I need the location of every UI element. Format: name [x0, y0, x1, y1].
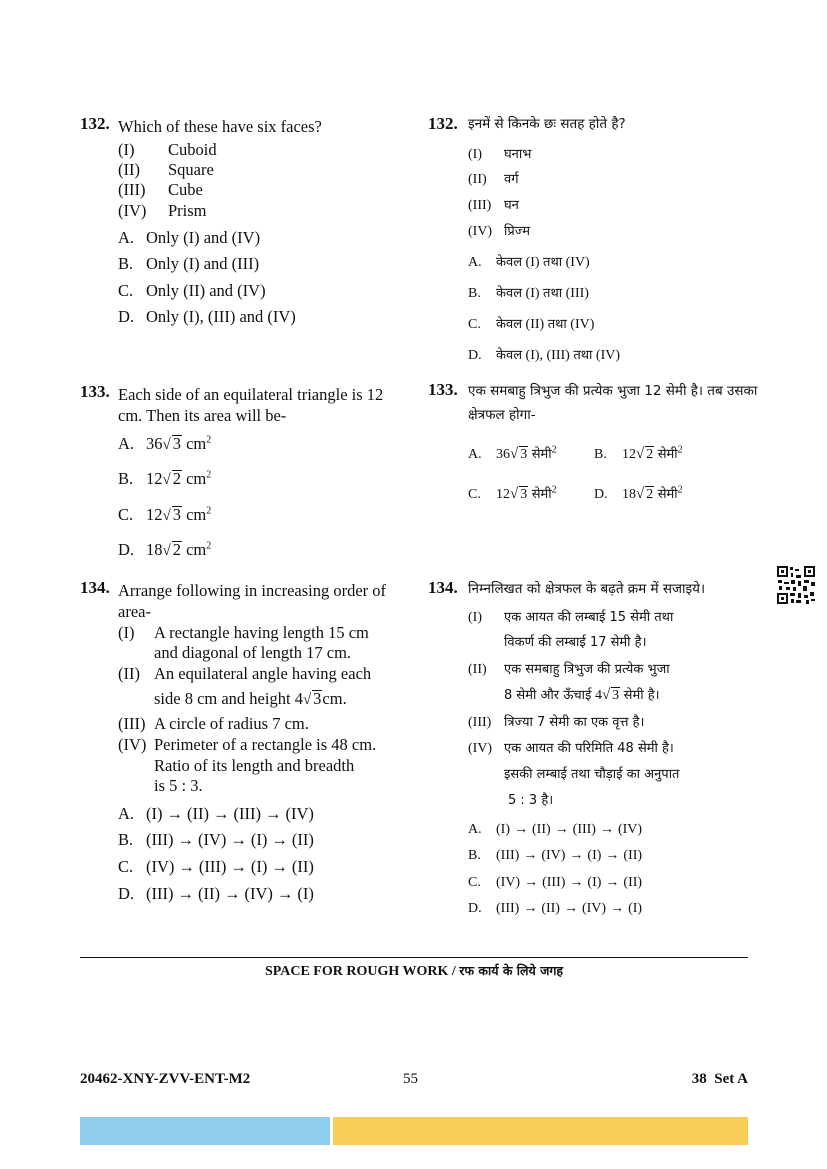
question-number: 132. [80, 114, 110, 133]
option-a[interactable]: A. Only (I) and (IV) [118, 228, 261, 247]
option-a[interactable]: A. केवल (I) तथा (IV) [468, 255, 590, 270]
list-item-continued: विकर्ण की लम्बाई 17 सेमी है। [504, 635, 647, 650]
list-item-continued: इसकी लम्बाई तथा चौड़ाई का अनुपात [504, 767, 680, 782]
option-b[interactable]: B. 12√ 2 $cm^2$ [118, 469, 212, 488]
option-d[interactable]: D. 18√ 2 $cm^2$ [118, 540, 212, 559]
list-item: (I) घनाभ [468, 147, 532, 162]
question-text: निम्नलिखत को क्षेत्रफल के बढ़ते क्रम में सजाइये। [468, 581, 706, 597]
list-item-continued: 8 सेमी और ऊँचाई 4√ 3 सेमी है। [504, 687, 660, 703]
list-item: (I) A rectangle having length 15 cm [118, 623, 369, 642]
option-a[interactable]: A. 36√ 3 सेमी$^2$ [468, 444, 557, 462]
list-item: (III) त्रिज्या 7 सेमी का एक वृत्त है। [468, 715, 645, 730]
list-item: (IV) Perimeter of a rectangle is 48 cm. [118, 735, 377, 754]
question-134-en [80, 578, 410, 908]
list-item-continued: and diagonal of length 17 cm. [154, 643, 352, 662]
option-c[interactable]: C. (IV) → (III) → (I) → (II) [468, 875, 643, 890]
list-item: (III) Cube [118, 180, 203, 199]
option-a[interactable]: A. (I) → (II) → (III) → (IV) [468, 822, 643, 837]
question-132-en [80, 114, 410, 344]
list-item-continued: 5 : 3 है। [508, 793, 554, 808]
page-number: 55 [403, 1071, 418, 1087]
list-item: (IV) प्रिज्म [468, 224, 530, 239]
list-item: (II) एक समबाहु त्रिभुज की प्रत्येक भुजा [468, 662, 670, 677]
option-d[interactable]: D. केवल (I), (III) तथा (IV) [468, 348, 621, 363]
question-132-hi [428, 114, 758, 364]
list-item: (II) An equilateral angle having each [118, 664, 372, 683]
question-134-hi [428, 578, 758, 928]
option-b[interactable]: B. (III) → (IV) → (I) → (II) [468, 848, 643, 863]
list-item: (II) वर्ग [468, 172, 519, 187]
list-item: (I) Cuboid [118, 140, 217, 159]
option-c[interactable]: C. (IV) → (III) → (I) → (II) [118, 857, 314, 876]
list-item: (III) A circle of radius 7 cm. [118, 714, 309, 733]
divider [80, 957, 748, 958]
question-text: इनमें से किनके छः सतह होते है? [468, 116, 626, 132]
option-b[interactable]: B. 12√ 2 सेमी$^2$ [594, 444, 683, 462]
option-c[interactable]: C. 12√ 3 $cm^2$ [118, 505, 212, 524]
option-d[interactable]: D. Only (I), (III) and (IV) [118, 307, 296, 326]
list-item-continued: Ratio of its length and breadth [154, 756, 355, 775]
question-number: 133. [80, 382, 110, 401]
list-item-continued: is 5 : 3. [154, 776, 203, 795]
set-label: 38 Set A [691, 1071, 748, 1087]
option-a[interactable]: A. 36√ 3 $cm^2$ [118, 434, 212, 453]
list-item: (I) एक आयत की लम्बाई 15 सेमी तथा [468, 610, 674, 625]
list-item: (IV) एक आयत की परिमिति 48 सेमी है। [468, 741, 674, 756]
option-c[interactable]: C. 12√ 3 सेमी$^2$ [468, 484, 557, 502]
list-item-continued: side 8 cm and height 4√ 3cm. [154, 689, 347, 708]
option-a[interactable]: A. (I) → (II) → (III) → (IV) [118, 804, 314, 823]
question-text: Each side of an equilateral triangle is 12 cm. Then its area will be- [118, 385, 384, 425]
question-number: 134. [428, 578, 458, 597]
option-d[interactable]: D. 18√ 2 सेमी$^2$ [594, 484, 683, 502]
question-text: Which of these have six faces? [118, 117, 322, 136]
list-item: (II) Square [118, 160, 214, 179]
option-b[interactable]: B. Only (I) and (III) [118, 254, 260, 273]
question-number: 134. [80, 578, 110, 597]
option-d[interactable]: D. (III) → (II) → (IV) → (I) [118, 884, 314, 903]
option-b[interactable]: B. केवल (I) तथा (III) [468, 286, 589, 301]
question-text: Arrange following in increasing order of area- [118, 581, 387, 621]
list-item: (IV) Prism [118, 201, 207, 220]
option-c[interactable]: C. केवल (II) तथा (IV) [468, 317, 595, 332]
question-number: 133. [428, 380, 458, 399]
question-133-en [80, 382, 410, 562]
option-d[interactable]: D. (III) → (II) → (IV) → (I) [468, 901, 643, 916]
option-c[interactable]: C. Only (II) and (IV) [118, 281, 266, 300]
footer-bar-yellow [333, 1117, 748, 1145]
footer-bar-blue [80, 1117, 330, 1145]
rough-work-label: SPACE FOR ROUGH WORK / रफ कार्य के लिये जगह [264, 963, 564, 979]
question-133-hi [428, 380, 758, 510]
question-number: 132. [428, 114, 458, 133]
paper-code: 20462-XNY-ZVV-ENT-M2 [80, 1071, 251, 1087]
option-b[interactable]: B. (III) → (IV) → (I) → (II) [118, 830, 314, 849]
question-text: एक समबाहु त्रिभुज की प्रत्येक भुजा 12 सेमी है। तब उसका क्षेत्रफल होगा- [468, 383, 758, 423]
qr-code-icon [776, 565, 816, 605]
list-item: (III) घन [468, 198, 519, 213]
